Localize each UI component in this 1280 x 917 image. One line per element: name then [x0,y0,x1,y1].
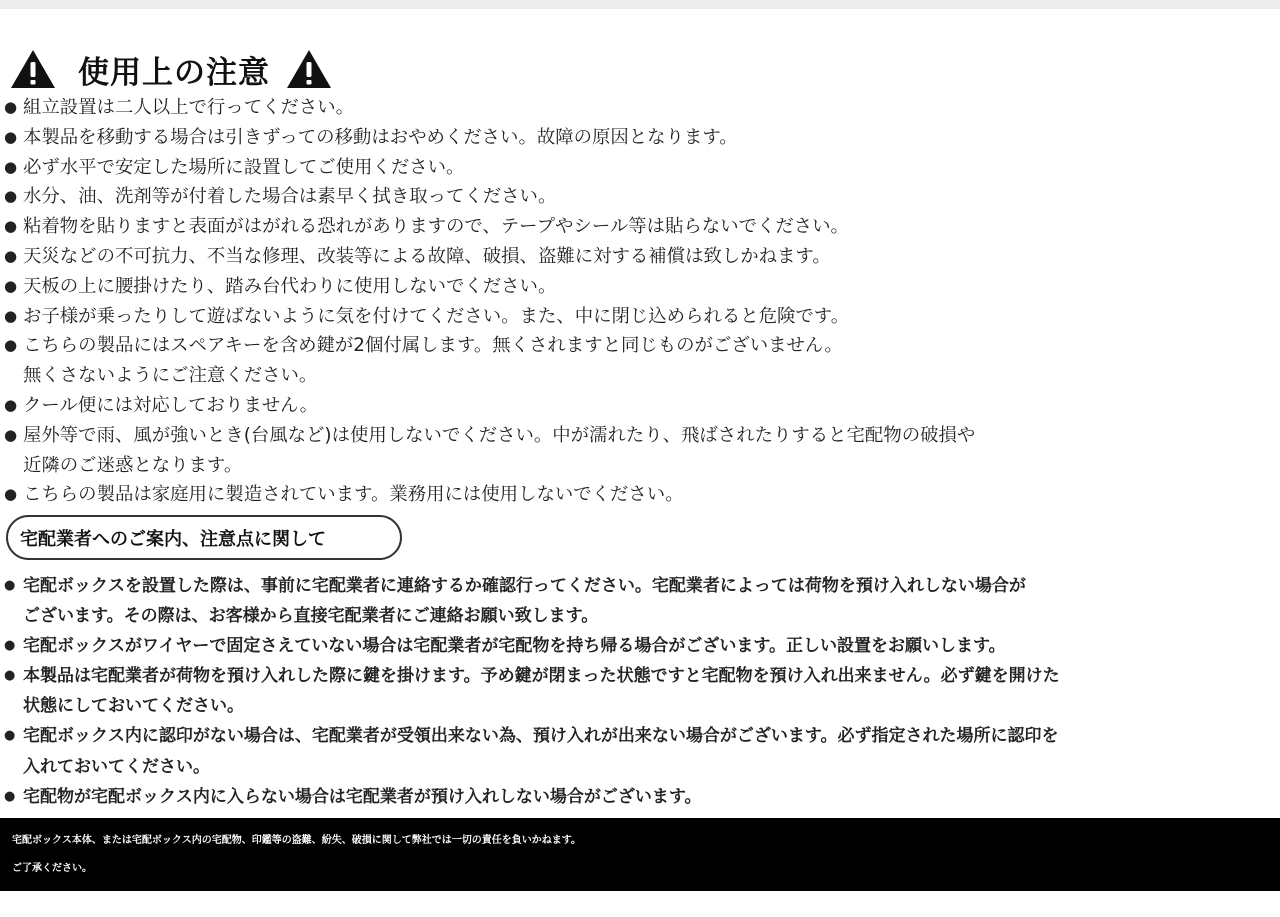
section-heading-text: 宅配業者へのご案内、注意点に関して [20,528,326,550]
list-item [4,123,975,153]
bullet-icon: ● [4,98,18,116]
list-item [4,480,975,510]
note-text: お子様が乗ったりして遊ばないように気を付けてください。また、中に閉じ込められると危険です。 [23,305,850,327]
section-heading [6,515,402,560]
page-title: 使用上の注意 [78,54,270,91]
list-item [4,661,1060,721]
list-item [4,721,1060,781]
disclaimer-text: 宅配ボックス本体、または宅配ボックス内の宅配物、印鑑等の盗難、紛失、破損に関して弊社では一切の責任を負いかねます。 [12,835,581,846]
bullet-icon: ● [4,306,18,325]
note-text: 本製品を移動する場合は引きずっての移動はおやめください。故障の原因となります。 [23,126,738,148]
bullet-icon: ● [4,157,18,176]
list-item [4,782,1060,812]
bullet-icon: ● [4,425,18,444]
top-edge-strip [0,0,1280,9]
note-text: クール便には対応しておりません。 [23,394,318,416]
note-text-continued: 無くさないようにご注意ください。 [23,365,318,387]
warning-triangle-icon [10,49,56,89]
bullet-icon: ● [4,217,18,236]
list-item [4,93,975,123]
list-item [4,212,975,242]
list-item [4,153,975,183]
note-text-continued: 入れておいてください。 [23,756,210,777]
delivery-notes-list [4,571,1060,812]
note-text: こちらの製品にはスペアキーを含め鍵が2個付属します。無くされますと同じものがございません。 [23,335,843,357]
bullet-icon: ● [4,276,18,295]
list-item [4,421,975,481]
note-text: 宅配物が宅配ボックス内に入らない場合は宅配業者が預け入れしない場合がございます。 [23,786,702,807]
warning-triangle-icon [286,49,332,89]
bullet-icon: ● [4,485,18,504]
list-item [4,302,975,332]
list-item [4,631,1060,661]
note-text: 本製品は宅配業者が荷物を預け入れした際に鍵を掛けます。予め鍵が閉まった状態ですと宅配物を預け入れ出来ません。必ず鍵を開けた [23,666,1060,687]
general-notes-list [4,93,975,510]
note-text: 組立設置は二人以上で行ってください。 [23,97,355,118]
bullet-icon: ● [4,578,16,593]
note-text: 水分、油、洗剤等が付着した場合は素早く拭き取ってください。 [23,186,557,208]
note-text: 屋外等で雨、風が強いとき(台風など)は使用しないでください。中が濡れたり、飛ばされたりすると宅配物の破損や [23,424,976,446]
note-text-continued: 状態にしておいてください。 [23,696,244,717]
note-text: こちらの製品は家庭用に製造されています。業務用には使用しないでください。 [23,484,684,506]
bullet-icon: ● [4,246,18,265]
note-text: 必ず水平で安定した場所に設置してご使用ください。 [23,156,465,178]
list-item [4,331,975,391]
bullet-icon: ● [4,127,18,146]
note-text: 粘着物を貼りますと表面がはがれる恐れがありますので、テープやシール等は貼らないでください。 [23,216,849,238]
bullet-icon: ● [4,187,18,206]
note-text: 天災などの不可抗力、不当な修理、改装等による故障、破損、盗難に対する補償は致しかねます。 [23,245,831,267]
list-item [4,272,975,302]
note-text: 天板の上に腰掛けたり、踏み台代わりに使用しないでください。 [23,275,557,297]
bullet-icon: ● [4,728,16,744]
note-text: 宅配ボックスを設置した際は、事前に宅配業者に連絡するか確認行ってください。宅配業者によっては荷物を預け入れしない場合が [23,576,1026,596]
note-text: 宅配ボックスがワイヤーで固定さえていない場合は宅配業者が宅配物を持ち帰る場合がございます。正しい設置をお願いします。 [23,636,1006,657]
bullet-icon: ● [4,788,16,804]
note-text-continued: ございます。その際は、お客様から直接宅配業者にご連絡お願い致します。 [23,606,599,627]
notice-title [10,46,332,92]
list-item [4,571,1060,631]
bullet-icon: ● [4,638,16,654]
bullet-icon: ● [4,395,18,414]
liability-disclaimer-banner [0,818,1280,891]
list-item [4,182,975,212]
note-text: 宅配ボックス内に認印がない場合は、宅配業者が受領出来ない為、預け入れが出来ない場合がございます。必ず指定された場所に認印を [23,726,1059,747]
list-item [4,242,975,272]
bullet-icon: ● [4,336,18,355]
bullet-icon: ● [4,668,16,684]
list-item [4,391,975,421]
disclaimer-text-continued: ご了承ください。 [12,863,92,874]
note-text-continued: 近隣のご迷惑となります。 [23,454,243,476]
